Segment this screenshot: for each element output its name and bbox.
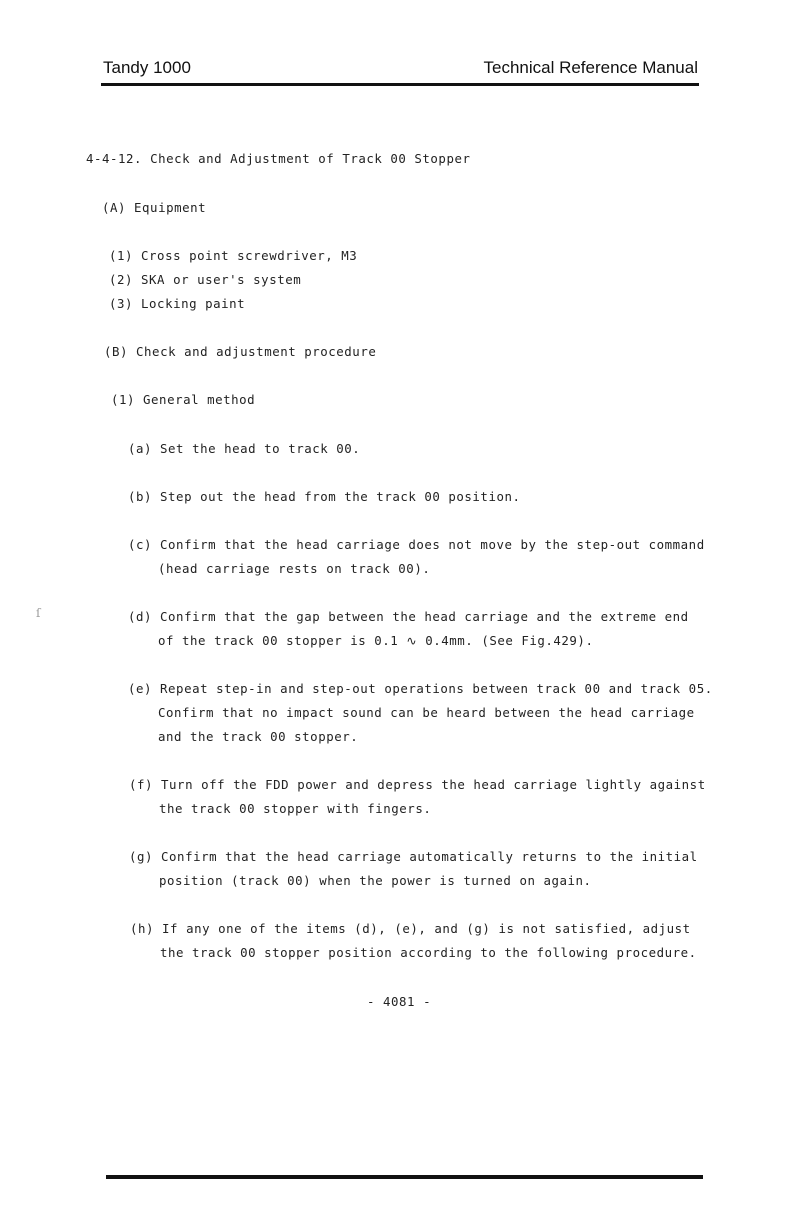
step-h-line: the track 00 stopper position according to the following procedure. xyxy=(160,945,697,960)
step-a-line: (a) Set the head to track 00. xyxy=(128,441,361,456)
step-c-line: (c) Confirm that the head carriage does not move by the step-out command xyxy=(128,537,705,552)
procedure-subheading: (1) General method xyxy=(111,392,256,407)
step-g-line: position (track 00) when the power is turned on again. xyxy=(159,873,592,888)
header-title-right: Technical Reference Manual xyxy=(483,58,698,77)
step-g-line: (g) Confirm that the head carriage automatically returns to the initial xyxy=(129,849,698,864)
step-d-line: (d) Confirm that the gap between the head carriage and the extreme end xyxy=(128,609,689,624)
step-e-line: (e) Repeat step-in and step-out operations between track 00 and track 05. xyxy=(128,681,713,696)
step-e-line: and the track 00 stopper. xyxy=(158,729,359,744)
header-title-left: Tandy 1000 xyxy=(103,58,191,77)
step-b-line: (b) Step out the head from the track 00 position. xyxy=(128,489,521,504)
equipment-item: (3) Locking paint xyxy=(109,296,246,311)
step-c-line: (head carriage rests on track 00). xyxy=(158,561,431,576)
scan-mark: ſ xyxy=(36,606,41,620)
page-number: - 4081 - xyxy=(367,994,432,1009)
step-h-line: (h) If any one of the items (d), (e), and (g) is not satisfied, adjust xyxy=(130,921,691,936)
header-divider xyxy=(101,83,699,86)
section-title: 4-4-12. Check and Adjustment of Track 00 Stopper xyxy=(86,151,471,166)
step-f-line: the track 00 stopper with fingers. xyxy=(159,801,432,816)
procedure-heading: (B) Check and adjustment procedure xyxy=(104,344,377,359)
equipment-heading: (A) Equipment xyxy=(102,200,207,215)
step-f-line: (f) Turn off the FDD power and depress the head carriage lightly against xyxy=(129,777,706,792)
equipment-item: (1) Cross point screwdriver, M3 xyxy=(109,248,358,263)
step-e-line: Confirm that no impact sound can be heard between the head carriage xyxy=(158,705,695,720)
footer-divider xyxy=(106,1175,703,1179)
equipment-item: (2) SKA or user's system xyxy=(109,272,302,287)
step-d-line: of the track 00 stopper is 0.1 ∿ 0.4mm. (See Fig.429). xyxy=(158,633,594,648)
